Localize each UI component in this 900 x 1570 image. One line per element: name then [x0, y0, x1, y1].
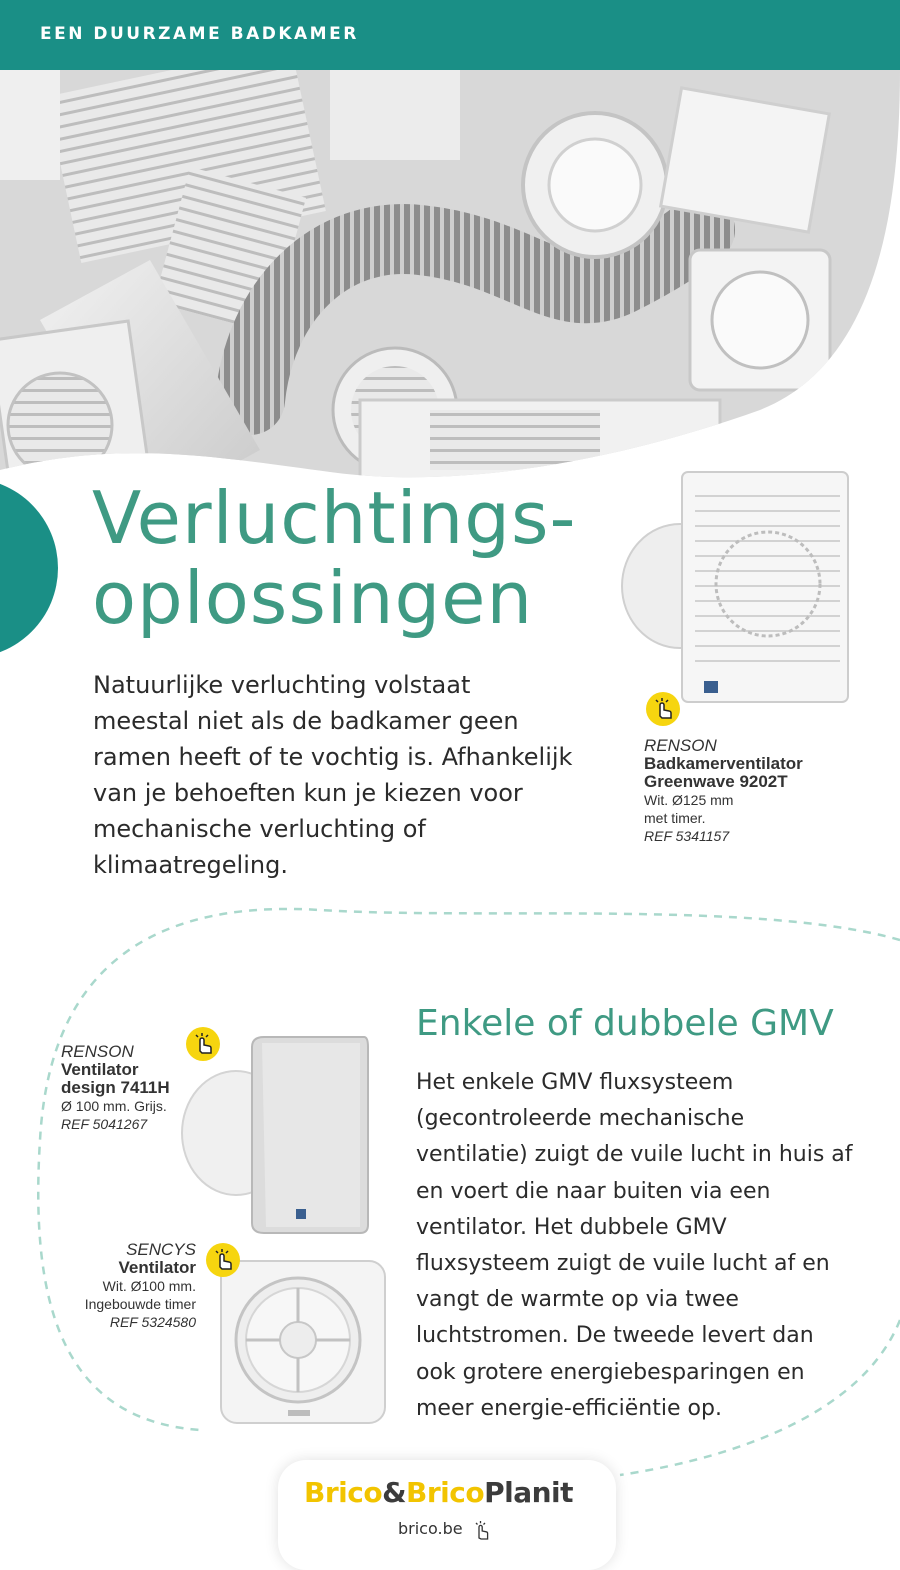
product-spec-line-1: Wit. Ø100 mm.: [102, 1278, 196, 1294]
section-body-gmv: Het enkele GMV fluxsysteem (gecontroleerde mechanische ventilatie) zuigt de vuile lucht in huis af en voert die naar buiten via een ventilator. Het dubbele GMV fluxsysteem zuigt de vuile lucht af en vangt de warmte op via twee luchtstromen. De tweede levert dan ook grotere energiebesparingen en meer energie-efficiëntie op.: [416, 1070, 853, 1421]
product-name-line-2: Greenwave 9202T: [644, 772, 788, 791]
headline-line-1: Verluchtings-: [92, 476, 577, 560]
section-title-gmv: Enkele of dubbele GMV: [416, 1003, 834, 1044]
product-image-sencys-fan: [218, 1258, 388, 1426]
product-brand: RENSON: [644, 736, 717, 755]
product-spec-line-2: met timer.: [644, 810, 706, 826]
website-link[interactable]: brico.be: [398, 1519, 463, 1538]
brico-logo[interactable]: [304, 1474, 594, 1512]
product-info-greenwave: [644, 737, 844, 845]
product-info-sencys: [40, 1241, 196, 1331]
logo-part-brico: Brico: [304, 1476, 383, 1509]
product-ref: REF 5041267: [61, 1116, 148, 1132]
section-label: EEN DUURZAME BADKAMER: [40, 24, 359, 44]
product-brand: RENSON: [61, 1042, 134, 1061]
product-spec-line-1: Wit. Ø125 mm: [644, 792, 734, 808]
product-name-line-1: Badkamerventilator: [644, 754, 803, 773]
product-name-line-2: design 7411H: [61, 1078, 170, 1097]
product-ref: REF 5341157: [644, 828, 730, 844]
pointer-hand-icon: [470, 1518, 494, 1542]
logo-part-planit: Planit: [484, 1476, 574, 1509]
logo-part-brico-2: Brico: [406, 1476, 485, 1509]
product-info-design-fan: [61, 1043, 211, 1133]
product-name-line-1: Ventilator: [61, 1060, 139, 1079]
product-image-greenwave-fan: [620, 466, 850, 706]
intro-paragraph: Natuurlijke verluchting volstaat meestal niet als de badkamer geen ramen heeft of te vochtig is. Afhankelijk van je behoeften kun je kiezen voor mechanische verluchting of klimaatregeling.: [93, 671, 573, 879]
product-spec-line-1: Ø 100 mm. Grijs.: [61, 1098, 167, 1114]
tap-hand-icon: [206, 1243, 240, 1277]
page-headline: [92, 478, 576, 638]
product-ref: REF 5324580: [109, 1314, 196, 1330]
product-name-line-1: Ventilator: [118, 1258, 196, 1277]
logo-ampersand: &: [382, 1476, 407, 1509]
product-brand: SENCYS: [126, 1240, 196, 1259]
headline-line-2: oplossingen: [92, 556, 534, 640]
product-spec-line-2: Ingebouwde timer: [84, 1296, 196, 1312]
tap-hand-icon: [646, 692, 680, 726]
